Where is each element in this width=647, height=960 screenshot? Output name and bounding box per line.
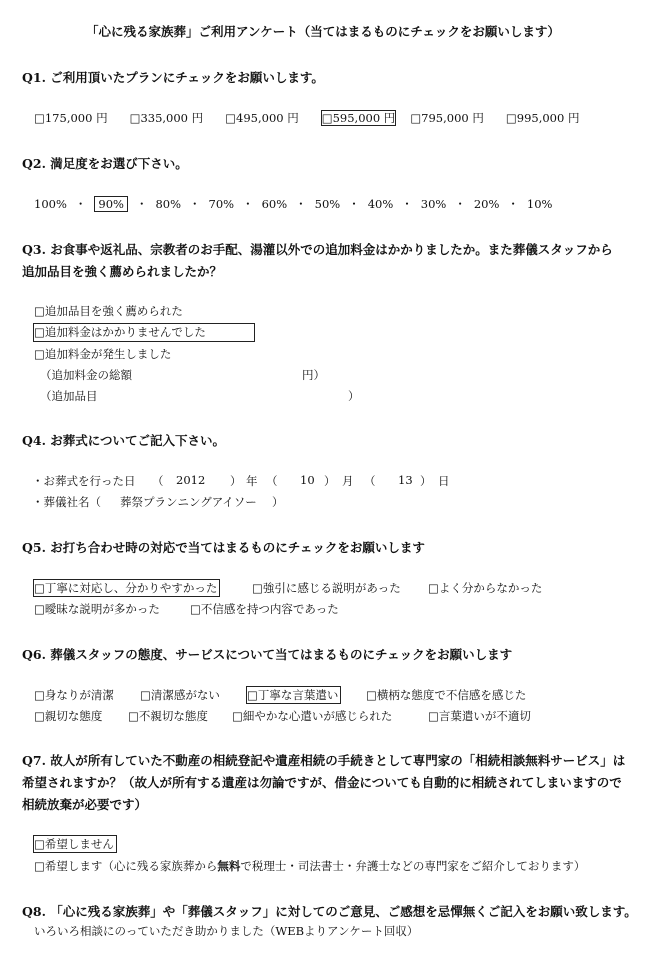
q2-option-40[interactable]: 40% — [367, 197, 394, 211]
q4-year-unit: 年 — [246, 474, 258, 488]
q6-option-neat-appearance[interactable]: □身なりが清潔 — [34, 688, 114, 702]
q2-option-10[interactable]: 10% — [526, 197, 553, 211]
q3-total-suffix: 円） — [302, 368, 325, 382]
q2-separator: ・ — [348, 197, 360, 211]
q8-answer[interactable]: いろいろ相談にのっていただき助かりました（WEBよりアンケート回収） — [34, 924, 419, 938]
q3-label-line1: Q3. お食事や返礼品、宗教者のお手配、湯灌以外での追加料金はかかりましたか。また葬儀スタッフから — [22, 242, 613, 257]
q7-label-line2: 希望されますか？（故人が所有する遺産は勿論ですが、借金についても自動的に相続されてしまいますので — [22, 775, 622, 790]
q3-items-label: （追加品目 — [40, 389, 98, 403]
q6-option-unkind[interactable]: □不親切な態度 — [128, 709, 208, 723]
q4-month-unit: 月 — [342, 474, 354, 488]
q4-company-suffix: ） — [272, 495, 284, 509]
q4-paren-open: （ — [364, 474, 376, 488]
q2-option-50[interactable]: 50% — [314, 197, 341, 211]
q2-option-20[interactable]: 20% — [473, 197, 500, 211]
q3-option-strongly-recommended[interactable]: □追加品目を強く薦められた — [34, 304, 183, 318]
q2-label: Q2. 満足度をお選び下さい。 — [22, 156, 188, 171]
q4-day-value[interactable]: 13 — [398, 473, 413, 487]
q8-label: Q8. 「心に残る家族葬」や「葬儀スタッフ」に対してのご意見、ご感想を忌憚無くご記入をお願い致します。 — [22, 904, 637, 919]
q4-label: Q4. お葬式についてご記入下さい。 — [22, 433, 226, 448]
q2-separator: ・ — [135, 197, 148, 211]
page-title: 「心に残る家族葬」ご利用アンケート（当てはまるものにチェックをお願いします） — [86, 24, 560, 39]
q4-paren-close: ） — [230, 474, 242, 488]
q3-total-label: （追加料金の総額 — [40, 368, 132, 382]
q4-month-value[interactable]: 10 — [300, 473, 315, 487]
q2-separator: ・ — [242, 197, 254, 211]
q4-paren-close: ） — [324, 474, 336, 488]
q6-option-not-clean[interactable]: □清潔感がない — [140, 688, 220, 702]
q7-label-line3: 相続放棄が必要です） — [22, 797, 148, 812]
q2-separator: ・ — [189, 197, 201, 211]
q5-label: Q5. お打ち合わせ時の対応で当てはまるものにチェックをお願いします — [22, 540, 425, 555]
q4-day-unit: 日 — [438, 474, 450, 488]
q4-paren-close: ） — [420, 474, 432, 488]
q2-separator: ・ — [295, 197, 307, 211]
q6-label: Q6. 葬儀スタッフの態度、サービスについて当てはまるものにチェックをお願いします — [22, 647, 513, 662]
q2-separator: ・ — [74, 197, 87, 211]
q1-options — [34, 110, 579, 126]
q3-label-line2: 追加品目を強く薦められましたか？ — [22, 264, 223, 279]
q2-options — [34, 196, 552, 212]
q7-option-desired[interactable] — [34, 858, 585, 874]
q1-option-595000-selected[interactable]: □595,000 円 — [321, 111, 396, 125]
q4-paren-open: （ — [152, 474, 164, 488]
q2-option-100[interactable]: 100% — [34, 197, 67, 211]
q4-paren-open: （ — [266, 474, 278, 488]
q7-option-desired-text-end: で税理士・司法書士・弁護士などの専門家をご紹介しております） — [240, 859, 586, 873]
q2-option-70[interactable]: 70% — [208, 197, 235, 211]
q6-option-arrogant[interactable]: □横柄な態度で不信感を感じた — [366, 688, 527, 702]
q2-option-30[interactable]: 30% — [420, 197, 447, 211]
q7-free-emphasis: 無料 — [217, 859, 241, 873]
q3-option-no-extra-fee-selected[interactable]: □追加料金はかかりませんでした — [33, 323, 255, 342]
q4-company-value[interactable]: 葬祭プランニングアイソー — [120, 495, 257, 509]
q1-label: Q1. ご利用頂いたプランにチェックをお願いします。 — [22, 70, 324, 85]
q2-separator: ・ — [401, 197, 413, 211]
q1-option-795000[interactable]: □795,000 円 — [410, 111, 484, 125]
q5-option-distrust[interactable]: □不信感を持つ内容であった — [190, 602, 339, 616]
q5-option-pushy-explanation[interactable]: □強引に感じる説明があった — [252, 581, 401, 595]
q4-date-prefix: ・お葬式を行った日 — [32, 474, 136, 488]
q2-separator: ・ — [507, 197, 519, 211]
q4-company-prefix: ・葬儀社名（ — [32, 495, 101, 509]
q1-option-995000[interactable]: □995,000 円 — [505, 111, 580, 125]
q4-year-value[interactable]: 2012 — [176, 473, 206, 487]
q5-option-unclear[interactable]: □よく分からなかった — [428, 581, 543, 595]
q6-option-kind[interactable]: □親切な態度 — [34, 709, 103, 723]
q7-option-not-desired-selected[interactable]: □希望しません — [33, 835, 117, 853]
q5-option-polite-clear-selected[interactable]: □丁寧に対応し、分かりやすかった — [33, 579, 220, 597]
q6-option-attentive[interactable]: □細やかな心遣いが感じられた — [232, 709, 393, 723]
q7-option-desired-text: □希望します（心に残る家族葬から — [34, 859, 218, 873]
q6-option-inappropriate-language[interactable]: □言葉遣いが不適切 — [428, 709, 531, 723]
q2-option-60[interactable]: 60% — [261, 197, 288, 211]
q7-label-line1: Q7. 故人が所有していた不動産の相続登記や遺産相続の手続きとして専門家の「相続相談無料サービス」は — [22, 753, 626, 768]
q2-separator: ・ — [454, 197, 466, 211]
q5-option-vague[interactable]: □曖昧な説明が多かった — [34, 602, 160, 616]
q2-option-80[interactable]: 80% — [155, 197, 182, 211]
q1-option-175000[interactable]: □175,000 円 — [34, 111, 108, 125]
q3-option-extra-fee-occurred[interactable]: □追加料金が発生しました — [34, 347, 172, 361]
q2-option-90-selected[interactable]: 90% — [94, 196, 128, 212]
q3-items-suffix: ） — [348, 389, 360, 403]
q1-option-495000[interactable]: □495,000 円 — [225, 111, 299, 125]
q1-option-335000[interactable]: □335,000 円 — [129, 111, 204, 125]
q6-option-polite-language-selected[interactable]: □丁寧な言葉遣い — [246, 686, 341, 704]
